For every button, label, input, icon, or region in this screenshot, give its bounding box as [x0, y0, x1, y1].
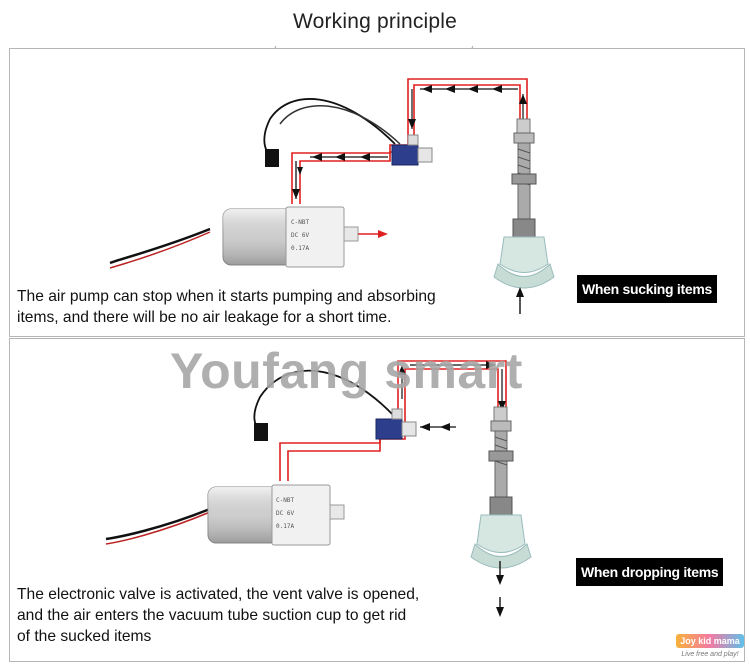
caption-line: of the sucked items — [17, 628, 152, 645]
brand-logo — [676, 632, 744, 666]
svg-text:DC 6V: DC 6V — [291, 232, 310, 239]
sucking-caption — [17, 286, 436, 328]
dropping-caption — [17, 584, 419, 647]
svg-text:0.17A: 0.17A — [291, 245, 310, 252]
logo-tagline: Live free and play! — [681, 651, 739, 658]
caption-line: and the air enters the vacuum tube suction cup to get rid — [17, 607, 407, 624]
air-pump-icon — [208, 485, 344, 545]
svg-text:C-NBT: C-NBT — [291, 219, 310, 226]
connector-icon — [265, 149, 279, 167]
page-title: Working principle — [292, 10, 458, 33]
svg-text:0.17A: 0.17A — [276, 523, 295, 530]
sucking-tag: When sucking items — [577, 275, 717, 303]
sucking-panel — [9, 48, 745, 337]
logo-text: Joy kid mama — [676, 634, 744, 648]
caption-line: items, and there will be no air leakage for a short time. — [17, 309, 392, 326]
solenoid-valve-icon — [392, 135, 432, 165]
solenoid-valve-icon — [376, 409, 416, 439]
air-pump-icon — [223, 207, 358, 267]
caption-line: The air pump can stop when it starts pumping and absorbing — [17, 288, 436, 305]
suction-cup-icon — [494, 119, 554, 288]
svg-text:DC 6V: DC 6V — [276, 510, 295, 517]
watermark: Youfang smart — [170, 343, 523, 399]
suction-cup-icon — [471, 407, 531, 568]
caption-line: The electronic valve is activated, the vent valve is opened, — [17, 586, 420, 603]
connector-icon — [254, 423, 268, 441]
dropping-tag: When dropping items — [576, 558, 723, 586]
svg-text:C-NBT: C-NBT — [276, 497, 295, 504]
